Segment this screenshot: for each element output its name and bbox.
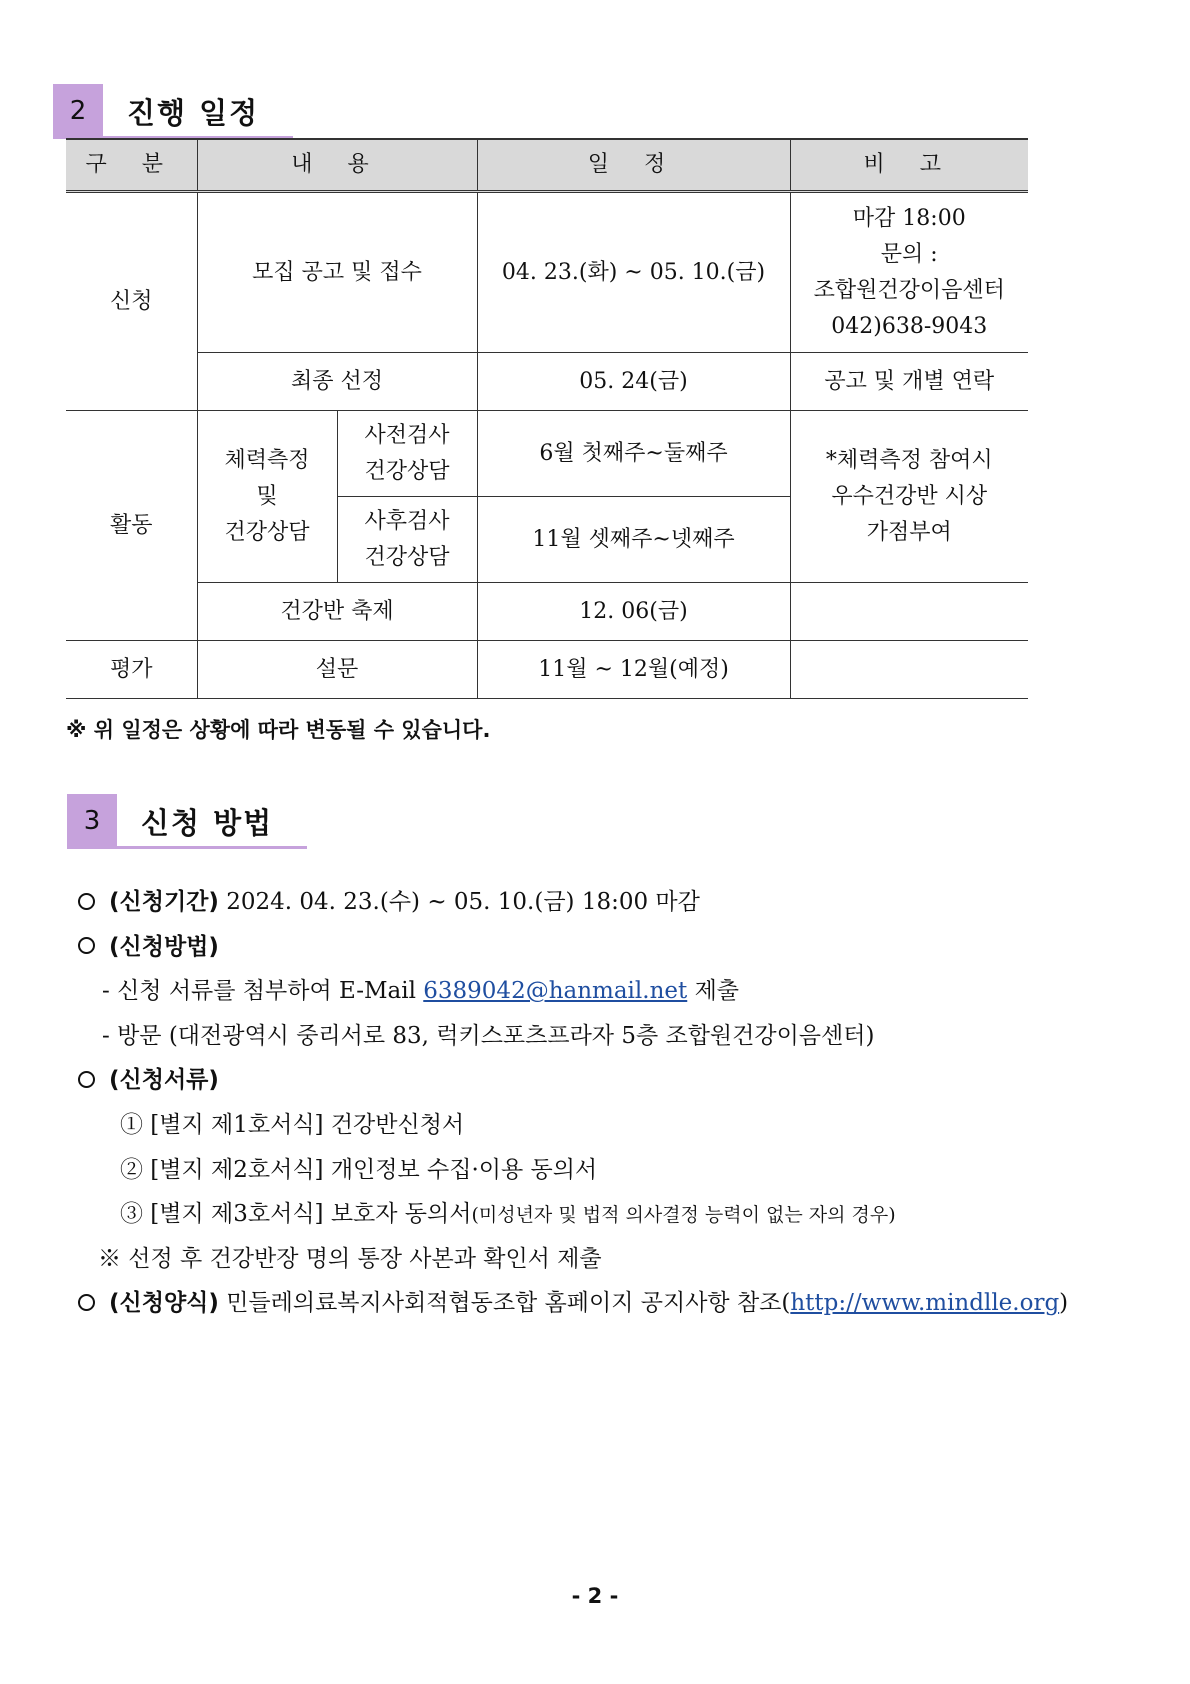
section-2-header	[53, 84, 259, 138]
section-number: 2	[53, 84, 103, 138]
schedule-note: ※ 위 일정은 상황에 따라 변동될 수 있습니다.	[66, 718, 491, 742]
evaluation-date: 11월 ~ 12월(예정)	[477, 641, 790, 699]
table-row	[66, 583, 1028, 641]
form-line	[78, 1281, 1068, 1326]
email-line	[78, 969, 1068, 1014]
final-remark: 공고 및 개별 연락	[790, 353, 1028, 411]
section-underline	[67, 846, 307, 849]
email-suffix: 제출	[694, 978, 739, 1005]
section-3-header	[67, 794, 273, 848]
how-line	[78, 925, 1068, 970]
doc-3	[78, 1192, 1068, 1237]
period-text: 2024. 04. 23.(수) ~ 05. 10.(금) 18:00 마감	[226, 889, 700, 915]
circle-bullet-icon	[78, 1294, 95, 1311]
festival-remark	[790, 583, 1028, 641]
sub-line: 건강상담	[364, 458, 450, 484]
recruit-remark	[790, 192, 1028, 353]
post-sub	[337, 497, 477, 583]
doc-3-note: (미성년자 및 법적 의사결정 능력이 없는 자의 경우)	[471, 1204, 896, 1227]
circle-bullet-icon	[78, 1071, 95, 1088]
section-title: 진행 일정	[127, 95, 260, 130]
docs-label: (신청서류)	[109, 1067, 219, 1094]
table-header-row	[66, 139, 1028, 192]
form-text: 민들레의료복지사회적협동조합 홈페이지 공지사항 참조(	[226, 1290, 791, 1317]
email-prefix: - 신청 서류를 첨부하여 E-Mail	[102, 978, 416, 1005]
fitness-line: 체력측정	[224, 447, 310, 473]
header-content: 내 용	[197, 139, 477, 192]
sub-line: 건강상담	[364, 544, 450, 570]
category-apply: 신청	[66, 192, 197, 411]
email-link[interactable]: 6389042@hanmail.net	[423, 978, 688, 1005]
remark-line: *체력측정 참여시	[825, 447, 993, 473]
table-row	[66, 192, 1028, 353]
pre-date: 6월 첫째주~둘째주	[477, 411, 790, 497]
remark-line: 가점부여	[866, 519, 952, 545]
post-date: 11월 셋째주~넷째주	[477, 497, 790, 583]
recruit-date: 04. 23.(화) ~ 05. 10.(금)	[477, 192, 790, 353]
form-close: )	[1059, 1290, 1069, 1317]
final-content: 최종 선정	[197, 353, 477, 411]
remark-line: 우수건강반 시상	[831, 483, 988, 509]
sub-line: 사후검사	[364, 508, 450, 534]
docs-line	[78, 1058, 1068, 1103]
header-category: 구 분	[66, 139, 197, 192]
table-row	[66, 411, 1028, 497]
section-number: 3	[67, 794, 117, 848]
remark-line: 042)638-9043	[831, 313, 988, 339]
doc-2: ② [별지 제2호서식] 개인정보 수집·이용 동의서	[120, 1156, 598, 1183]
how-label: (신청방법)	[109, 933, 219, 960]
period-label: (신청기간)	[109, 889, 219, 915]
fitness-line: 건강상담	[224, 519, 310, 545]
remark-line: 조합원건강이음센터	[813, 277, 1005, 303]
evaluation-remark	[790, 641, 1028, 699]
category-activity: 활동	[66, 411, 197, 641]
circle-bullet-icon	[78, 893, 95, 910]
application-method	[78, 880, 1068, 1326]
doc-1: ① [별지 제1호서식] 건강반신청서	[120, 1111, 465, 1138]
sub-line: 사전검사	[364, 422, 450, 448]
circle-bullet-icon	[78, 937, 95, 954]
form-label: (신청양식)	[109, 1290, 219, 1317]
fitness-label	[197, 411, 337, 583]
fitness-line: 및	[256, 483, 278, 509]
evaluation-content: 설문	[197, 641, 477, 699]
remark-line: 문의 :	[880, 241, 938, 267]
header-remark: 비 고	[790, 139, 1028, 192]
period-line	[78, 880, 1068, 925]
schedule-table	[66, 138, 1028, 699]
table-row	[66, 641, 1028, 699]
section-title: 신청 방법	[141, 805, 274, 840]
final-date: 05. 24(금)	[477, 353, 790, 411]
pre-sub	[337, 411, 477, 497]
homepage-link[interactable]: http://www.mindlle.org	[790, 1290, 1060, 1317]
festival-date: 12. 06(금)	[477, 583, 790, 641]
page-number: - 2 -	[571, 1584, 619, 1608]
doc-3-text: ③ [별지 제3호서식] 보호자 동의서	[120, 1201, 472, 1228]
header-date: 일 정	[477, 139, 790, 192]
bank-note: ※ 선정 후 건강반장 명의 통장 사본과 확인서 제출	[98, 1245, 602, 1272]
table-row	[66, 353, 1028, 411]
category-evaluation: 평가	[66, 641, 197, 699]
festival-content: 건강반 축제	[197, 583, 477, 641]
activity-remark	[790, 411, 1028, 583]
remark-line: 마감 18:00	[852, 205, 966, 231]
recruit-content: 모집 공고 및 접수	[197, 192, 477, 353]
visit-line: - 방문 (대전광역시 중리서로 83, 럭키스포츠프라자 5층 조합원건강이음센터)	[102, 1022, 875, 1049]
